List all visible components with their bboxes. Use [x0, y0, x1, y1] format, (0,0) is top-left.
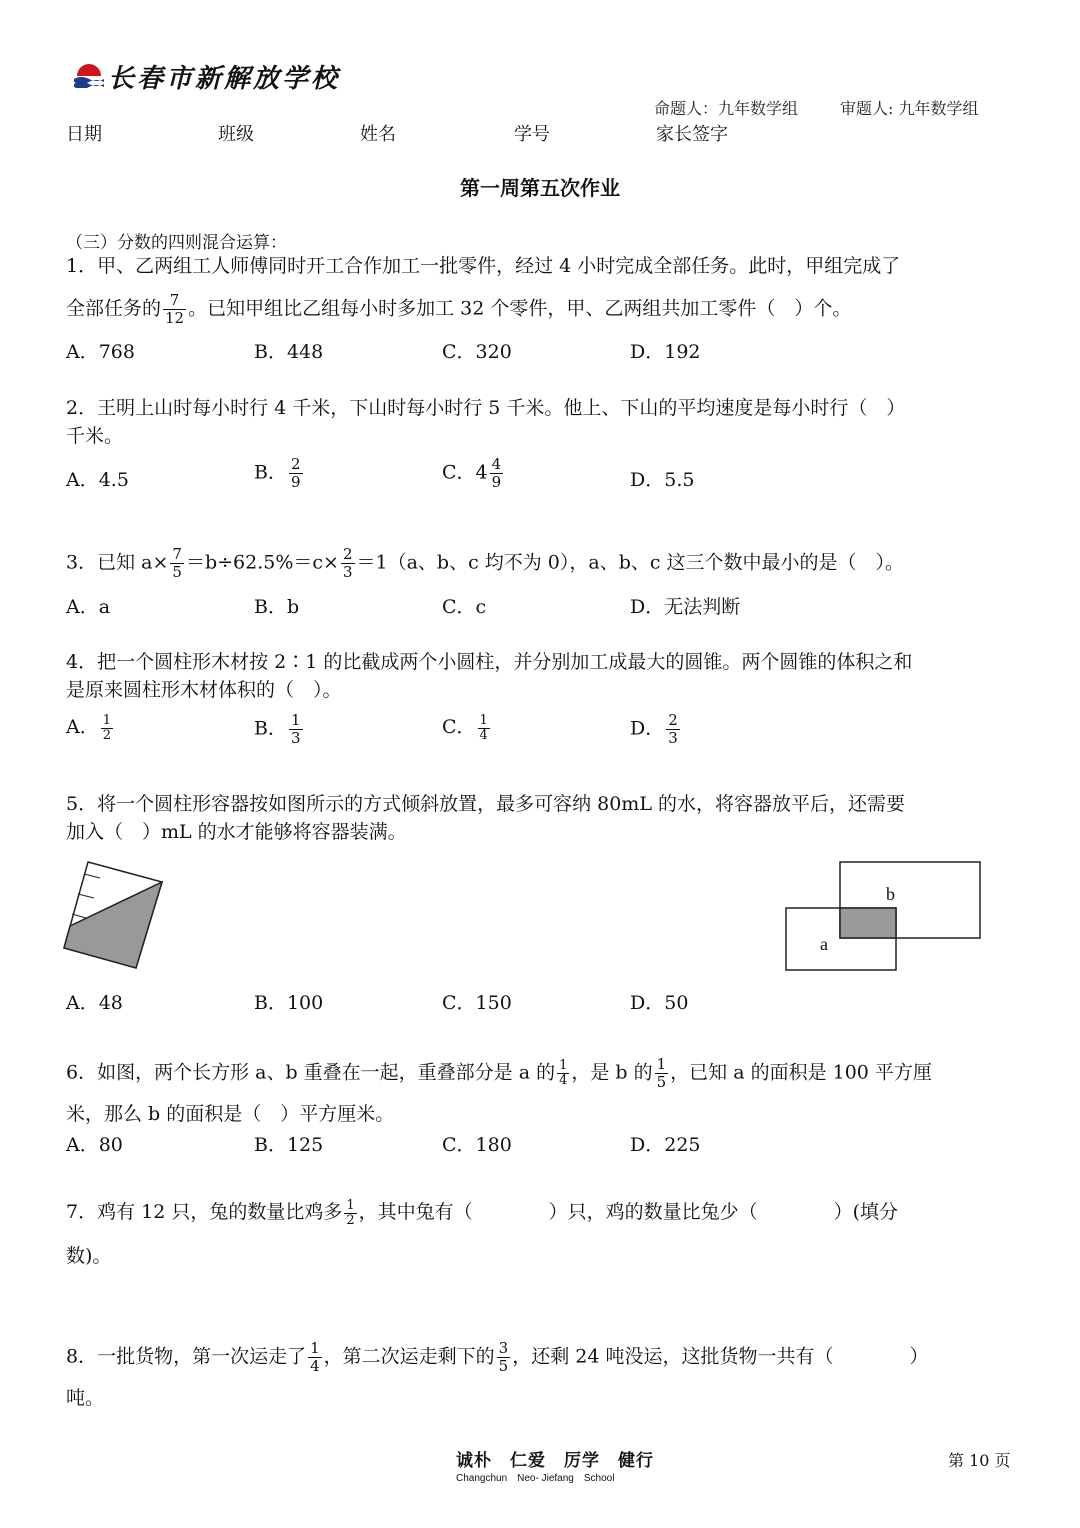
option-c[interactable]: C．4 $\frac{4}{9}$	[442, 455, 502, 491]
question-7-line-2: 数)。	[66, 1245, 112, 1267]
question-2-line-2: 千米。	[66, 425, 124, 447]
option-b[interactable]: B．b	[254, 596, 300, 618]
page-number: 第 10 页	[948, 1451, 1011, 1470]
question-5-line-1: 5．将一个圆柱形容器按如图所示的方式倾斜放置，最多可容纳 80mL 的水，将容器放平后，还需要	[66, 793, 905, 815]
option-a[interactable]: A．4.5	[66, 469, 129, 491]
question-1-line-1: 1．甲、乙两组工人师傅同时开工合作加工一批零件，经过 4 小时完成全部任务。此时，甲组完成了	[66, 255, 901, 277]
rectangle-b-label: b	[886, 884, 895, 904]
option-d[interactable]: D．50	[630, 992, 689, 1014]
option-c[interactable]: C．180	[442, 1134, 512, 1156]
tilted-container-figure	[60, 858, 170, 970]
section-heading: （三）分数的四则混合运算：	[66, 233, 287, 253]
option-d[interactable]: D．192	[630, 341, 701, 363]
option-b[interactable]: B．448	[254, 341, 324, 363]
question-4-line-2: 是原来圆柱形木材体积的（ ）。	[66, 679, 342, 701]
question-8-line-1: 8．一批货物，第一次运走了 $\frac{1}{4}$ ，第二次运走剩下的 $\frac{3}{5}$ ，还剩 24 吨没运，这批货物一共有（ ）	[66, 1339, 929, 1375]
question-6-line-2: 米，那么 b 的面积是（ ）平方厘米。	[66, 1103, 395, 1125]
question-2-line-1: 2．王明上山时每小时行 4 千米，下山时每小时行 5 千米。他上、下山的平均速度是每小时行（ ）	[66, 397, 906, 419]
option-d[interactable]: D．5.5	[630, 469, 695, 491]
page-title: 第一周第五次作业	[460, 176, 620, 200]
parent-signature-field-label: 家长签字	[656, 124, 728, 144]
option-c[interactable]: C．c	[442, 596, 487, 618]
option-a[interactable]: A． $\frac{1}{2}$	[66, 712, 112, 743]
school-motto: 诚朴 仁爱 厉学 健行	[456, 1451, 654, 1471]
author-label: 命题人：九年数学组	[654, 99, 799, 118]
date-field-label: 日期	[66, 124, 102, 144]
reviewer-label: 审题人: 九年数学组	[840, 99, 979, 118]
question-7-line-1: 7．鸡有 12 只，兔的数量比鸡多 $\frac{1}{2}$ ，其中兔有（ ）只，鸡的数量比兔少（ ）(填分	[66, 1197, 899, 1228]
option-a[interactable]: A．48	[66, 992, 123, 1014]
rectangle-a-label: a	[820, 934, 828, 954]
option-a[interactable]: A．a	[66, 596, 111, 618]
option-d[interactable]: D．225	[630, 1134, 701, 1156]
option-c[interactable]: C． $\frac{1}{4}$	[442, 712, 488, 743]
question-5-line-2: 加入（ ）mL 的水才能够将容器装满。	[66, 821, 407, 843]
option-b[interactable]: B．100	[254, 992, 324, 1014]
question-3-text: 3．已知 a× $\frac{7}{5}$ ＝b÷62.5%＝c× $\frac{2}{3}$ ＝1（a、b、c 均不为 0），a、b、c 这三个数中最小的是（ ）。	[66, 545, 905, 581]
school-name: 长春市新解放学校	[108, 64, 341, 94]
option-d[interactable]: D．无法判断	[630, 596, 741, 618]
fraction: $\frac{7}{12}$	[165, 291, 185, 327]
overlap-region	[840, 908, 896, 938]
option-d[interactable]: D． $\frac{2}{3}$	[630, 711, 678, 747]
overlapping-rectangles-figure	[780, 856, 990, 976]
student-id-field-label: 学号	[514, 124, 550, 144]
option-b[interactable]: B．125	[254, 1134, 324, 1156]
option-b[interactable]: B． $\frac{1}{3}$	[254, 711, 301, 747]
question-8-line-2: 吨。	[66, 1387, 105, 1409]
school-logo-icon	[74, 62, 104, 88]
option-c[interactable]: C．150	[442, 992, 512, 1014]
option-a[interactable]: A．768	[66, 341, 135, 363]
option-a[interactable]: A．80	[66, 1134, 123, 1156]
option-b[interactable]: B． $\frac{2}{9}$	[254, 455, 301, 491]
question-4-line-1: 4．把一个圆柱形木材按 2∶1 的比截成两个小圆柱，并分别加工成最大的圆锥。两个圆锥的体积之和	[66, 651, 913, 673]
name-field-label: 姓名	[360, 124, 396, 144]
question-6-line-1: 6．如图，两个长方形 a、b 重叠在一起，重叠部分是 a 的 $\frac{1}{4}$ ，是 b 的 $\frac{1}{5}$ ，已知 a 的面积是 100 平方厘	[66, 1055, 932, 1091]
option-c[interactable]: C．320	[442, 341, 512, 363]
school-english-name: Changchun Neo- Jiefang School	[456, 1473, 615, 1484]
question-1-line-2: 全部任务的 $\frac{7}{12}$ 。已知甲组比乙组每小时多加工 32 个零件，甲、乙两组共加工零件（ ）个。	[66, 291, 852, 327]
class-field-label: 班级	[218, 124, 254, 144]
